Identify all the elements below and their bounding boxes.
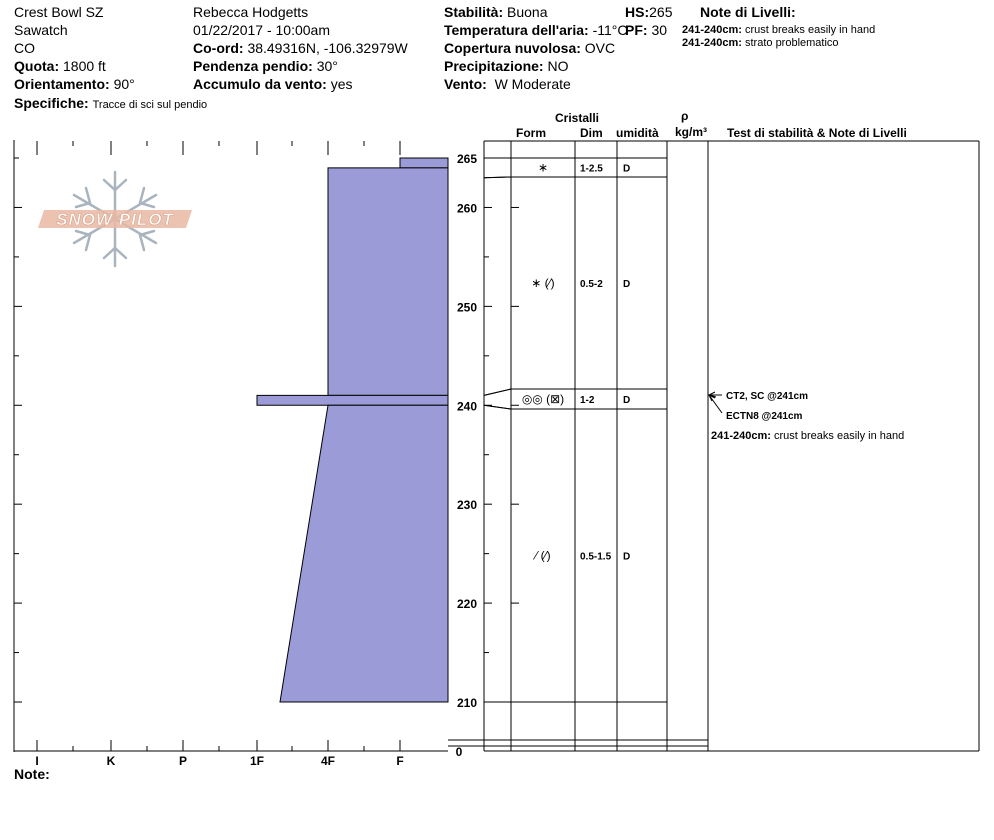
stability-arrow-2 — [709, 395, 722, 413]
depth-label-265: 265 — [456, 152, 478, 166]
depth-axis — [456, 152, 519, 759]
layer-moisture-1: D — [623, 163, 631, 175]
layer-form-4: ⁄ (⁄) — [535, 548, 551, 563]
wind-value: W Moderate — [494, 76, 571, 92]
wind-label: Vento: — [444, 76, 487, 92]
hardness-tick-label-6: F — [396, 754, 404, 768]
hardness-tick-label-3: P — [178, 754, 188, 768]
elevation-value: 1800 ft — [63, 58, 106, 74]
aspect-label: Orientamento: — [14, 76, 110, 92]
air-temp-value: -11°C — [592, 22, 628, 38]
layer-size-1: 1-2.5 — [580, 163, 603, 175]
layer-notes-title: Note di Livelli: — [700, 4, 796, 20]
depth-label-250: 250 — [456, 300, 478, 315]
aspect-value: 90° — [113, 76, 135, 92]
layer-note-2-range: 241-240cm: — [682, 37, 742, 49]
snowpilot-logo — [38, 172, 192, 266]
stability-header: Test di stabilità & Note di Livelli — [727, 126, 907, 140]
density-unit: kg/m³ — [675, 125, 708, 139]
form-header: Form — [516, 126, 546, 140]
density-symbol: ρ — [681, 109, 689, 123]
site-name: Crest Bowl SZ — [14, 4, 104, 20]
depth-label-210: 210 — [456, 696, 478, 710]
depth-label-220: 220 — [456, 597, 478, 612]
pf-label: PF: — [625, 22, 648, 38]
hardness-layer-2 — [328, 168, 448, 395]
precip-value: NO — [547, 58, 569, 74]
layer-note-2-text: strato problematico — [745, 37, 839, 49]
layer-size-4: 0.5-1.5 — [580, 551, 612, 563]
stability-layer-note-range: 241-240cm: — [711, 430, 774, 442]
coords-value: 38.49316N, -106.32979W — [247, 40, 408, 56]
range-name: Sawatch — [14, 22, 68, 38]
hardness-tick-label-4: 1F — [249, 754, 265, 768]
layer-size-3: 1-2 — [580, 395, 595, 406]
layer-note-1-text: crust breaks easily in hand — [745, 24, 876, 36]
slope-value: 30° — [316, 58, 338, 74]
layer-moisture-2: D — [623, 279, 631, 290]
stability-test-2: ECTN8 @241cm — [726, 411, 803, 422]
hs-value: 265 — [649, 4, 673, 20]
depth-label-0: 0 — [455, 745, 463, 759]
stability-test-1: CT2, SC @241cm — [726, 391, 809, 402]
notes-label: Note: — [14, 766, 50, 782]
air-temp-label: Temperatura dell'aria: — [444, 22, 589, 38]
details-value: Tracce di sci sul pendio — [92, 99, 208, 111]
wind-loading-value: yes — [330, 76, 353, 92]
layer-form-1: ∗ — [537, 160, 549, 175]
hardness-layer-1 — [400, 158, 448, 168]
elevation-label: Quota: — [14, 58, 60, 74]
layer-connector-top-3 — [484, 389, 511, 395]
crystal-table — [448, 141, 979, 751]
hardness-tick-label-1: I — [35, 754, 39, 768]
layer-form-2: ∗ (⁄) — [531, 276, 555, 290]
wind-loading-label: Accumulo da vento: — [193, 76, 327, 92]
hardness-profile — [257, 158, 448, 702]
layer-connector-top-4 — [484, 405, 511, 409]
stability-value: Buona — [507, 4, 548, 20]
layer-size-2: 0.5-2 — [580, 279, 603, 290]
layer-connector-top-2 — [484, 177, 511, 178]
pf-value: 30 — [651, 22, 668, 38]
details-label: Specifiche: — [14, 95, 89, 111]
hardness-layer-4 — [280, 405, 448, 702]
precip-label: Precipitazione: — [444, 58, 544, 74]
hardness-tick-label-2: K — [106, 754, 116, 768]
sky-label: Copertura nuvolosa: — [444, 40, 581, 56]
stability-tests — [709, 391, 904, 442]
layer-moisture-3: D — [623, 395, 631, 406]
depth-label-260: 260 — [456, 201, 478, 216]
logo-text: SNOW PILOT — [56, 210, 174, 229]
moisture-header: umidità — [616, 126, 659, 140]
stability-layer-note-text: crust breaks easily in hand — [774, 430, 905, 442]
hardness-tick-label-5: 4F — [320, 754, 336, 768]
hardness-layer-3 — [257, 395, 448, 405]
size-header: Dim — [580, 126, 603, 140]
stability-label: Stabilità: — [444, 4, 504, 20]
layer-note-1-range: 241-240cm: — [682, 24, 742, 36]
observer: Rebecca Hodgetts — [193, 4, 309, 20]
depth-label-230: 230 — [456, 498, 478, 513]
depth-label-240: 240 — [456, 399, 478, 414]
crystals-header: Cristalli — [555, 111, 600, 125]
left-depth-ticks — [14, 158, 22, 702]
sky-value: OVC — [584, 40, 616, 56]
state-name: CO — [14, 40, 35, 56]
slope-label: Pendenza pendio: — [193, 58, 313, 74]
stability-layer-note — [711, 430, 904, 442]
datetime: 01/22/2017 - 10:00am — [193, 22, 330, 38]
layer-moisture-4: D — [623, 551, 631, 563]
hs-label: HS: — [625, 4, 650, 20]
layer-form-3: ◎◎ (⊠) — [521, 392, 565, 406]
coords-label: Co-ord: — [193, 40, 244, 56]
